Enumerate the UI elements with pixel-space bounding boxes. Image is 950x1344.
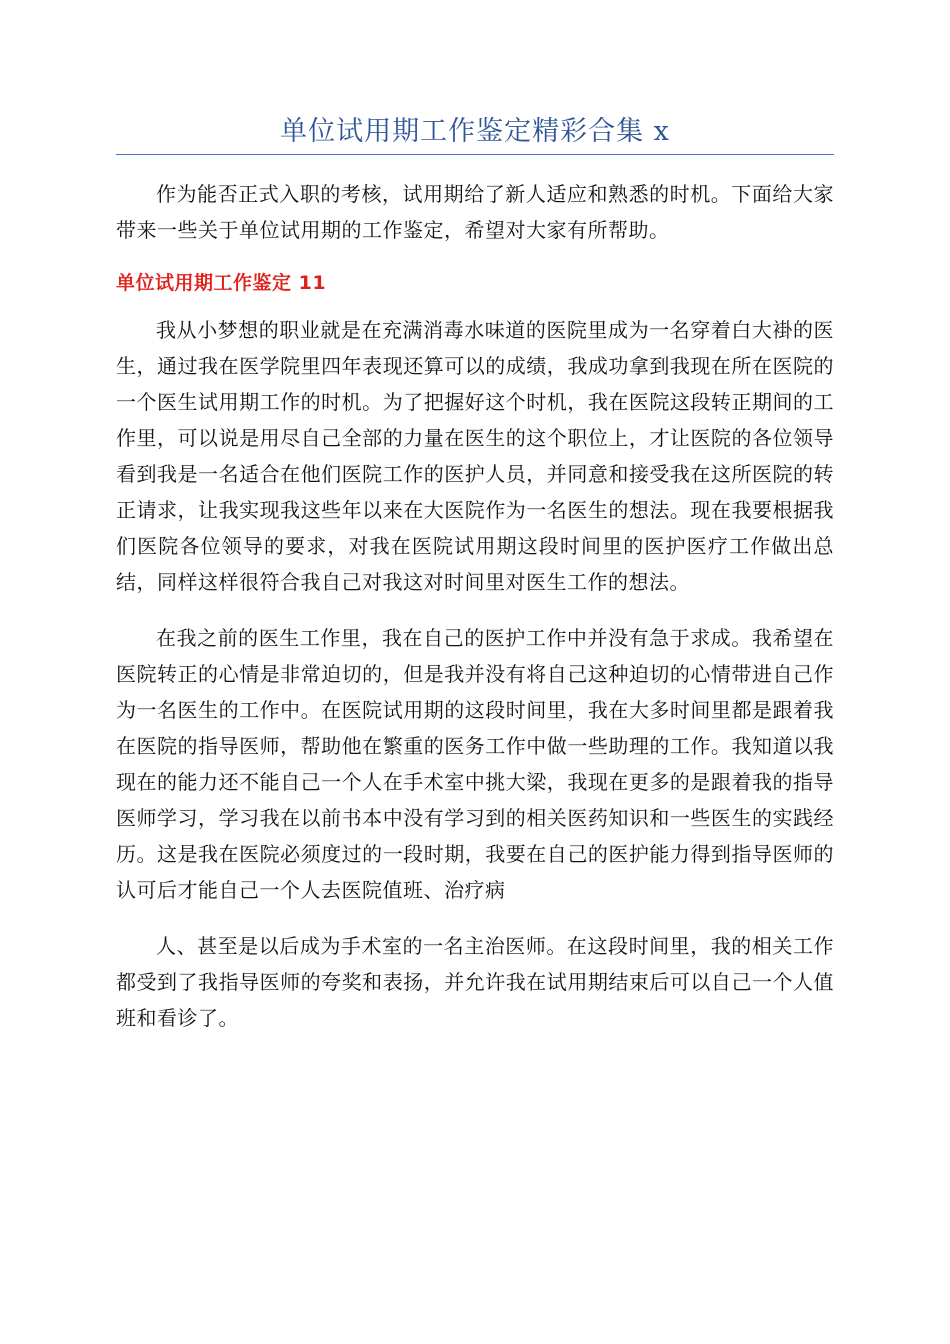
title-underline (116, 154, 834, 155)
body-paragraph-2: 在我之前的医生工作里，我在自己的医护工作中并没有急于求成。我希望在医院转正的心情是非常迫切的，但是我并没有将自己这种迫切的心情带进自己作为一名医生的工作中。在医院试用期的这段时间里，我在大多时间里都是跟着我在医院的指导医师，帮助他在繁重的医务工作中做一些助理的工作。我知道以我现在的能力还不能自己一个人在手术室中挑大梁，我现在更多的是跟着我的指导医师学习，学习我在以前书本中没有学习到的相关医药知识和一些医生的实践经历。这是我在医院必须度过的一段时期，我要在自己的医护能力得到指导医师的认可后才能自己一个人去医院值班、治疗病 (116, 626, 834, 902)
body-paragraph-3: 人、甚至是以后成为手术室的一名主治医师。在这段时间里，我的相关工作都受到了我指导医师的夸奖和表扬，并允许我在试用期结束后可以自己一个人值班和看诊了。 (116, 934, 834, 1030)
intro-paragraph: 作为能否正式入职的考核，试用期给了新人适应和熟悉的时机。下面给大家带来一些关于单位试用期的工作鉴定，希望对大家有所帮助。 (116, 182, 834, 242)
document-body (116, 176, 834, 1056)
section-heading: 单位试用期工作鉴定 11 (116, 272, 327, 294)
document-title: 单位试用期工作鉴定精彩合集 x (280, 116, 670, 147)
body-paragraph-1: 我从小梦想的职业就是在充满消毒水味道的医院里成为一名穿着白大褂的医生，通过我在医学院里四年表现还算可以的成绩，我成功拿到我现在所在医院的一个医生试用期工作的时机。为了把握好这个时机，我在医院这段转正期间的工作里，可以说是用尽自己全部的力量在医生的这个职位上，才让医院的各位领导看到我是一名适合在他们医院工作的医护人员，并同意和接受我在这所医院的转正请求，让我实现我这些年以来在大医院作为一名医生的想法。现在我要根据我们医院各位领导的要求，对我在医院试用期这段时间里的医护医疗工作做出总结，同样这样很符合我自己对我这对时间里对医生工作的想法。 (116, 318, 834, 594)
